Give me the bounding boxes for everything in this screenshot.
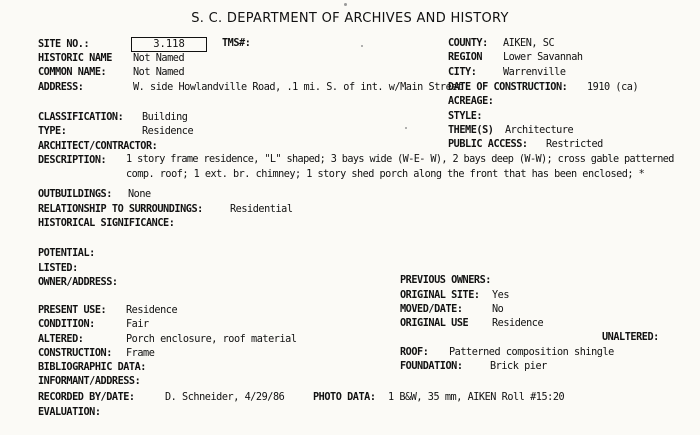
moved-date-value: No xyxy=(492,304,504,315)
photo-data-label: PHOTO DATA: xyxy=(313,392,376,403)
construction-value: Frame xyxy=(126,348,155,359)
type-value: Residence xyxy=(142,126,194,137)
tms-label: TMS#: xyxy=(222,38,251,49)
region-value: Lower Savannah xyxy=(503,52,583,63)
bibliographic-data-label: BIBLIOGRAPHIC DATA: xyxy=(38,362,146,373)
construction-label: CONSTRUCTION: xyxy=(38,348,112,359)
region-label: REGION xyxy=(448,52,483,63)
original-site-label: ORIGINAL SITE: xyxy=(400,290,480,301)
description-line-2: comp. roof; 1 ext. br. chimney; 1 story shed porch along the front that has been enclosed; * xyxy=(126,169,645,180)
historic-name-value: Not Named xyxy=(133,53,185,64)
public-access-value: Restricted xyxy=(546,139,603,150)
recorded-by-value: D. Schneider, 4/29/86 xyxy=(165,392,285,403)
original-site-value: Yes xyxy=(492,290,510,301)
classification-label: CLASSIFICATION: xyxy=(38,112,124,123)
scan-speck xyxy=(405,127,407,129)
informant-address-label: INFORMANT/ADDRESS: xyxy=(38,376,141,387)
historical-significance-label: HISTORICAL SIGNIFICANCE: xyxy=(38,218,175,229)
type-label: TYPE: xyxy=(38,126,67,137)
condition-value: Fair xyxy=(126,319,149,330)
classification-value: Building xyxy=(142,112,188,123)
altered-value: Porch enclosure, roof material xyxy=(126,334,297,345)
listed-label: LISTED: xyxy=(38,263,78,274)
outbuildings-label: OUTBUILDINGS: xyxy=(38,189,112,200)
foundation-value: Brick pier xyxy=(490,361,547,372)
scan-speck xyxy=(344,3,347,6)
site-no-label: SITE NO.: xyxy=(38,39,90,50)
date-of-construction-value: 1910 (ca) xyxy=(587,82,639,93)
present-use-value: Residence xyxy=(126,305,178,316)
acreage-label: ACREAGE: xyxy=(448,96,494,107)
present-use-label: PRESENT USE: xyxy=(38,305,107,316)
previous-owners-label: PREVIOUS OWNERS: xyxy=(400,275,491,286)
roof-value: Patterned composition shingle xyxy=(449,347,614,358)
owner-address-label: OWNER/ADDRESS: xyxy=(38,277,118,288)
scan-speck xyxy=(361,45,363,47)
themes-value: Architecture xyxy=(505,125,574,136)
page-title: S. C. DEPARTMENT OF ARCHIVES AND HISTORY xyxy=(191,11,509,26)
county-label: COUNTY: xyxy=(448,38,488,49)
original-use-label: ORIGINAL USE xyxy=(400,318,469,329)
county-value: AIKEN, SC xyxy=(503,38,555,49)
city-value: Warrenville xyxy=(503,67,566,78)
themes-label: THEME(S) xyxy=(448,125,494,136)
relationship-value: Residential xyxy=(230,204,293,215)
architect-label: ARCHITECT/CONTRACTOR: xyxy=(38,141,158,152)
unaltered-label: UNALTERED: xyxy=(602,332,659,343)
date-of-construction-label: DATE OF CONSTRUCTION: xyxy=(448,82,568,93)
moved-date-label: MOVED/DATE: xyxy=(400,304,463,315)
address-value: W. side Howlandville Road, .1 mi. S. of int. w/Main Street xyxy=(133,82,463,93)
evaluation-label: EVALUATION: xyxy=(38,407,101,418)
city-label: CITY: xyxy=(448,67,477,78)
potential-label: POTENTIAL: xyxy=(38,248,95,259)
roof-label: ROOF: xyxy=(400,347,429,358)
photo-data-value: 1 B&W, 35 mm, AIKEN Roll #15:20 xyxy=(388,392,565,403)
foundation-label: FOUNDATION: xyxy=(400,361,463,372)
condition-label: CONDITION: xyxy=(38,319,95,330)
historic-name-label: HISTORIC NAME xyxy=(38,53,112,64)
description-line-1: 1 story frame residence, "L" shaped; 3 bays wide (W-E- W), 2 bays deep (W-W); cross gable patterned xyxy=(126,154,674,165)
style-label: STYLE: xyxy=(448,111,483,122)
site-no-value: 3.118 xyxy=(131,37,207,52)
address-label: ADDRESS: xyxy=(38,82,84,93)
common-name-value: Not Named xyxy=(133,67,185,78)
original-use-value: Residence xyxy=(492,318,544,329)
recorded-by-label: RECORDED BY/DATE: xyxy=(38,392,135,403)
description-label: DESCRIPTION: xyxy=(38,155,107,166)
common-name-label: COMMON NAME: xyxy=(38,67,107,78)
relationship-label: RELATIONSHIP TO SURROUNDINGS: xyxy=(38,204,203,215)
public-access-label: PUBLIC ACCESS: xyxy=(448,139,528,150)
altered-label: ALTERED: xyxy=(38,334,84,345)
outbuildings-value: None xyxy=(128,189,151,200)
